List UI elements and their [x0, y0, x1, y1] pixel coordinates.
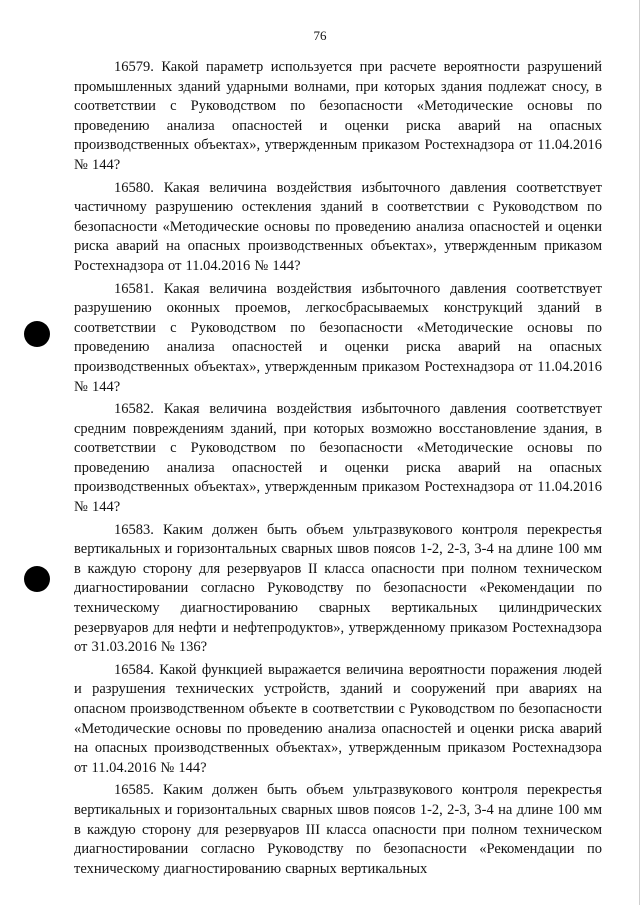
punch-hole-lower	[24, 566, 50, 592]
document-body	[74, 58, 602, 882]
question-16584: 16584. Какой функцией выражается величина вероятности поражения людей и разрушения технических устройств, зданий и сооружений при авариях на опасном производственном объекте в соответствии с Руководством по безопасности «Методические основы по проведению анализа опасностей и оценки риска аварий на опасных производственных объектах», утвержденным приказом Ростехнадзора от 11.04.2016 № 144?	[74, 661, 602, 776]
question-16580: 16580. Какая величина воздействия избыточного давления соответствует частичному разрушению остекления зданий в соответствии с Руководством по безопасности «Методические основы по проведению анализа опасностей и оценки риска аварий на опасных производственных объектах», утвержденным приказом Ростехнадзора от 11.04.2016 № 144?	[74, 179, 602, 274]
question-16581: 16581. Какая величина воздействия избыточного давления соответствует разрушению оконных проемов, легкосбрасываемых конструкций зданий в соответствии с Руководством по безопасности «Методические основы по проведению анализа опасностей и оценки риска аварий на опасных производственных объектах», утвержденным приказом Ростехнадзора от 11.04.2016 № 144?	[74, 280, 602, 395]
question-16579: 16579. Какой параметр используется при расчете вероятности разрушений промышленных зданий ударными волнами, при которых здания подлежат сносу, в соответствии с Руководством по безопасности «Методические основы по проведению анализа опасностей и оценки риска аварий на опасных производственных объектах», утвержденным приказом Ростехнадзора от 11.04.2016 № 144?	[74, 59, 602, 173]
page-number: 76	[313, 28, 327, 43]
question-16583: 16583. Каким должен быть объем ультразвукового контроля перекрестья вертикальных и горизонтальных сварных швов поясов 1-2, 2-3, 3-4 на длине 100 мм в каждую сторону для резервуаров II класса опасности при полном техническом диагностировании согласно Руководству по безопасности «Рекомендации по техническому диагностированию сварных вертикальных цилиндрических резервуаров для нефти и нефтепродуктов», утвержденному приказом Ростехнадзора от 31.03.2016 № 136?	[74, 521, 602, 656]
question-16585: 16585. Каким должен быть объем ультразвукового контроля перекрестья вертикальных и горизонтальных сварных швов поясов 1-2, 2-3, 3-4 на длине 100 мм в каждую сторону для резервуаров III класса опасности при полном техническом диагностировании согласно Руководству по безопасности «Рекомендации по техническому диагностированию сварных вертикальных	[74, 782, 602, 877]
punch-hole-upper	[24, 321, 50, 347]
question-16582: 16582. Какая величина воздействия избыточного давления соответствует средним повреждениям зданий, при которых возможно восстановление здания, в соответствии с Руководством по безопасности «Методические основы по проведению анализа опасностей и оценки риска аварий на опасных производственных объектах», утвержденным приказом Ростехнадзора от 11.04.2016 № 144?	[74, 401, 602, 516]
